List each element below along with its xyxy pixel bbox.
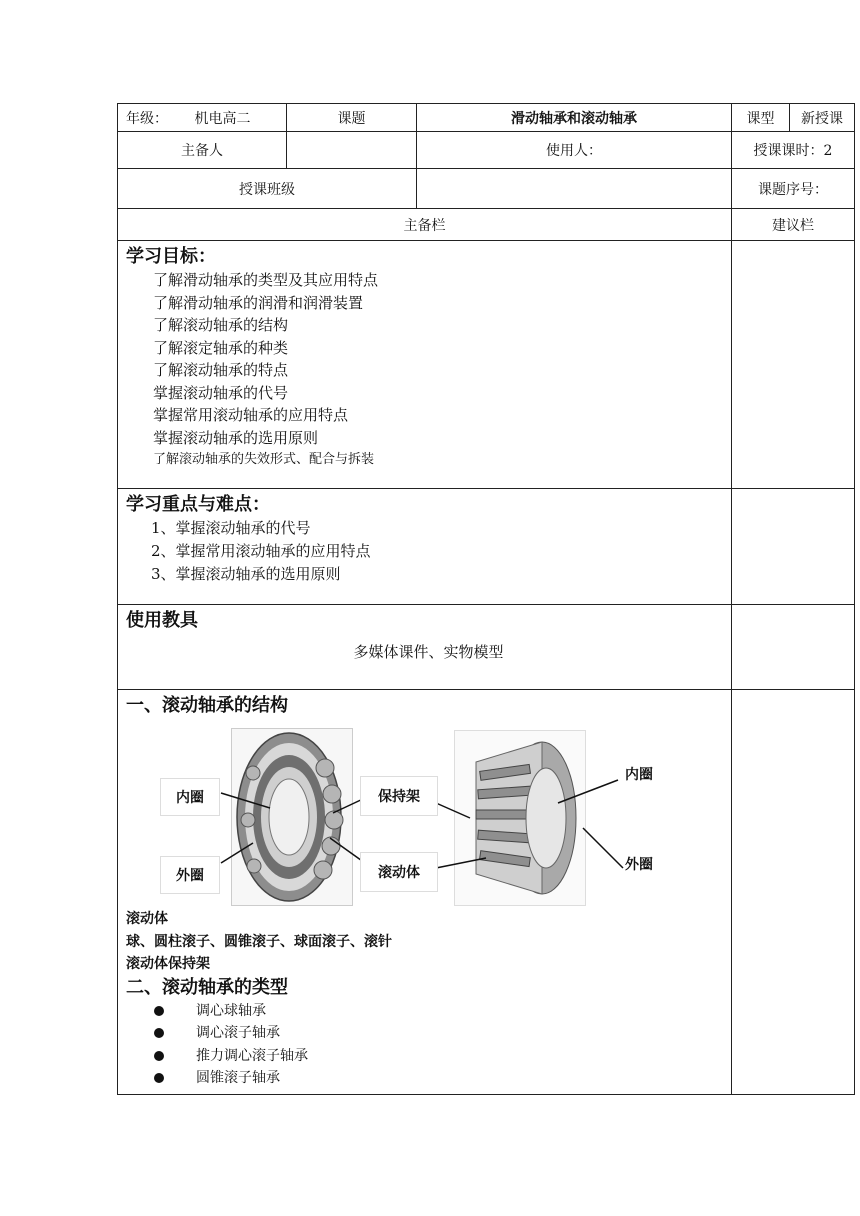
objective-item: 了解滑动轴承的润滑和润滑装置	[153, 293, 364, 312]
structure-suggest-cell	[732, 690, 855, 1095]
tools-section	[118, 605, 732, 690]
objective-item: 了解滚定轴承的种类	[153, 338, 289, 357]
structure-line: 滚动体保持架	[126, 956, 210, 972]
bullet-icon	[154, 1006, 164, 1016]
inner-ring-label-right: 内圈	[625, 767, 653, 783]
structure-line: 球、圆柱滚子、圆锥滚子、球面滚子、滚针	[126, 933, 392, 950]
class-value	[417, 169, 732, 209]
hours-label: 授课课时：2	[732, 132, 855, 169]
key-point-item: 1、掌握滚动轴承的代号	[151, 519, 311, 537]
objective-item: 了解滚动轴承的特点	[153, 361, 289, 379]
seq-label: 课题序号：	[732, 169, 855, 209]
grade-label: 年级：	[126, 110, 168, 127]
preparer-label: 主备人	[118, 132, 287, 169]
grade-value: 机电高二	[194, 110, 251, 127]
bullet-icon	[154, 1028, 164, 1038]
preparer-value	[287, 132, 417, 169]
objective-item: 掌握滚动轴承的选用原则	[153, 428, 319, 447]
structure-section	[118, 690, 732, 1095]
objective-item: 掌握常用滚动轴承的应用特点	[153, 406, 349, 424]
cage-label: 保持架	[360, 776, 438, 816]
types-heading: 二、滚动轴承的类型	[126, 976, 288, 998]
tools-heading: 使用教具	[126, 610, 198, 631]
objectives-suggest-cell	[732, 241, 855, 489]
structure-heading: 一、滚动轴承的结构	[126, 695, 288, 716]
topic-label: 课题	[287, 104, 417, 132]
key-points-heading: 学习重点与难点：	[126, 494, 270, 515]
objectives-section	[118, 241, 732, 489]
objective-item: 掌握滚动轴承的代号	[153, 383, 289, 402]
bearing-figure	[118, 718, 731, 908]
tools-text: 多媒体课件、实物模型	[353, 643, 504, 661]
suggest-column-header: 建议栏	[732, 209, 855, 241]
topic-title: 滑动轴承和滚动轴承	[417, 104, 732, 132]
type-item: 圆锥滚子轴承	[126, 1067, 731, 1090]
objectives-heading: 学习目标：	[126, 246, 216, 267]
inner-ring-label-left: 内圈	[160, 778, 220, 816]
type-label: 课型	[732, 104, 790, 132]
grade-cell	[118, 104, 287, 132]
type-value: 新授课	[790, 104, 855, 132]
key-point-item: 3、掌握滚动轴承的选用原则	[151, 565, 341, 583]
user-label: 使用人：	[417, 132, 732, 169]
tools-suggest-cell	[732, 605, 855, 690]
key-point-item: 2、掌握常用滚动轴承的应用特点	[151, 542, 371, 560]
objective-item: 了解滑动轴承的类型及其应用特点	[153, 271, 379, 289]
bullet-icon	[154, 1051, 164, 1061]
key-points-suggest-cell	[732, 489, 855, 605]
outer-ring-label-left: 外圈	[160, 856, 220, 894]
bullet-icon	[154, 1073, 164, 1083]
type-item: 推力调心滚子轴承	[126, 1045, 731, 1068]
lesson-plan-table	[117, 103, 855, 1095]
outer-ring-label-right: 外圈	[625, 857, 653, 873]
objective-item: 了解滚动轴承的结构	[153, 316, 289, 334]
main-column-header: 主备栏	[118, 209, 732, 241]
type-item: 调心球轴承	[126, 1000, 731, 1023]
class-label: 授课班级	[118, 169, 417, 209]
key-points-section	[118, 489, 732, 605]
rolling-element-label: 滚动体	[360, 852, 438, 892]
structure-line: 滚动体	[126, 911, 168, 927]
type-item: 调心滚子轴承	[126, 1022, 731, 1045]
objective-item: 了解滚动轴承的失效形式、配合与拆装	[153, 452, 375, 467]
